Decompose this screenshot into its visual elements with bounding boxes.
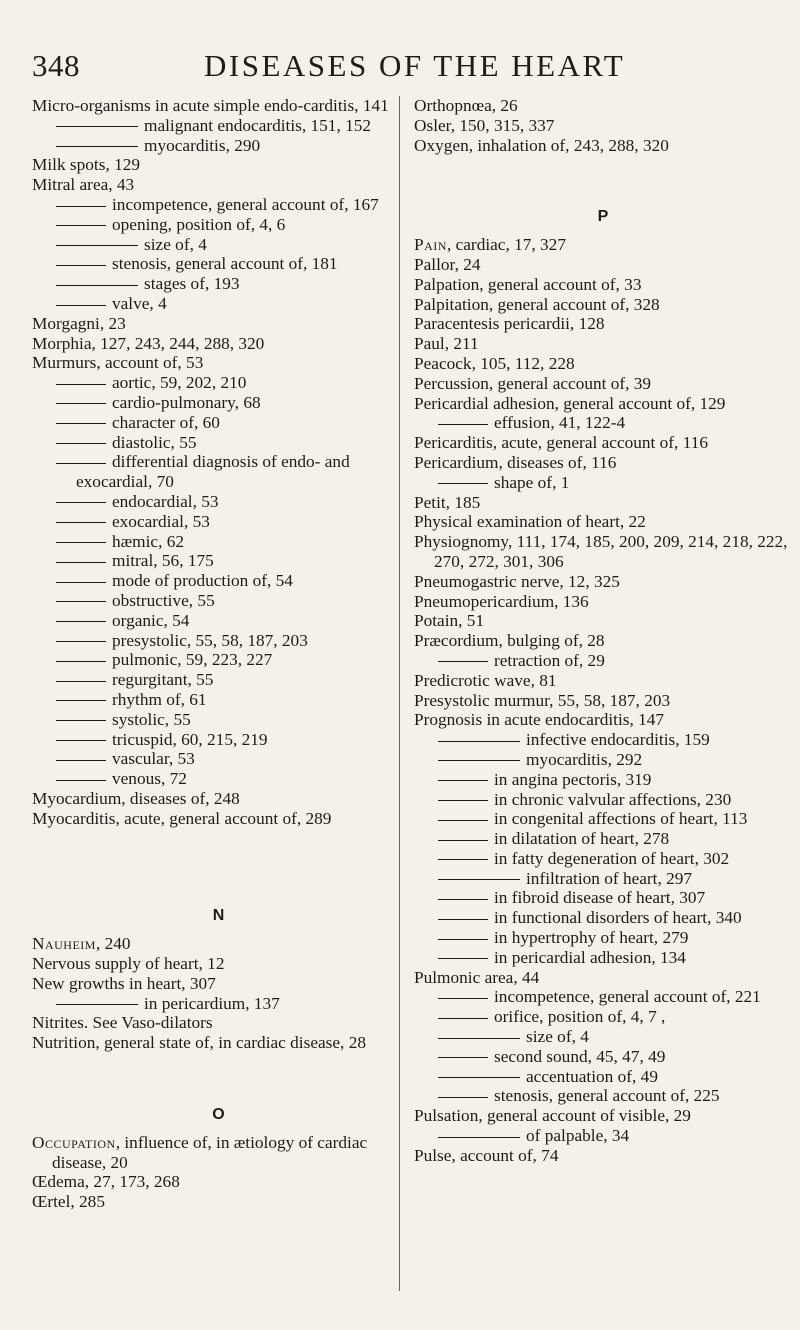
entry-text: orifice, position of, 4, 7 , xyxy=(494,1007,666,1027)
index-entry xyxy=(32,789,405,809)
entry-headword: Occupation xyxy=(32,1132,116,1152)
entry-text: Presystolic murmur, 55, 58, 187, 203 xyxy=(414,690,671,710)
ditto-dash xyxy=(56,206,106,207)
entry-text: Potain, 51 xyxy=(414,611,485,631)
entry-text: Paul, 211 xyxy=(414,334,479,354)
index-column-left xyxy=(32,96,405,1212)
index-subentry xyxy=(414,770,792,790)
entry-text: Peacock, 105, 112, 228 xyxy=(414,353,575,373)
index-entry xyxy=(32,96,405,116)
entry-text: infective endocarditis, 159 xyxy=(526,730,710,750)
entry-text: in congenital affections of heart, 113 xyxy=(494,809,748,829)
section-letter: O xyxy=(212,1106,225,1124)
running-title: DISEASES OF THE HEART xyxy=(204,48,626,83)
entry-text: stenosis, general account of, 225 xyxy=(494,1086,720,1106)
index-entry xyxy=(32,175,405,195)
entry-text: in fibroid disease of heart, 307 xyxy=(494,888,706,908)
entry-text: Præcordium, bulging of, 28 xyxy=(414,631,605,651)
index-subentry xyxy=(32,571,405,591)
ditto-dash xyxy=(56,126,138,127)
entry-text: Nitrites. See Vaso-dilators xyxy=(32,1013,213,1033)
entry-text: Petit, 185 xyxy=(414,492,481,512)
entry-text: accentuation of, 49 xyxy=(526,1066,658,1086)
entry-text: aortic, 59, 202, 210 xyxy=(112,373,247,393)
index-entry xyxy=(32,954,405,974)
index-entry xyxy=(32,1013,405,1033)
entry-text: incompetence, general account of, 167 xyxy=(112,194,379,214)
entry-text: New growths in heart, 307 xyxy=(32,973,216,993)
ditto-dash xyxy=(56,542,106,543)
ditto-dash xyxy=(438,1038,520,1039)
ditto-dash xyxy=(56,700,106,701)
entry-text: venous, 72 xyxy=(112,769,187,789)
index-entry xyxy=(414,611,792,631)
ditto-dash xyxy=(56,1004,138,1005)
ditto-dash xyxy=(56,720,106,721)
index-subentry xyxy=(32,512,405,532)
index-entry xyxy=(414,968,792,988)
entry-text: in functional disorders of heart, 340 xyxy=(494,908,742,928)
entry-text: Osler, 150, 315, 337 xyxy=(414,115,555,135)
entry-text: size of, 4 xyxy=(144,234,207,254)
entry-text: Pericardial adhesion, general account of, 129 xyxy=(414,393,726,413)
index-entry xyxy=(414,631,792,651)
index-entry xyxy=(32,974,405,994)
ditto-dash xyxy=(56,760,106,761)
index-subentry xyxy=(32,994,405,1014)
entry-text: character of, 60 xyxy=(112,412,220,432)
index-subentry xyxy=(414,730,792,750)
ditto-dash xyxy=(56,403,106,404)
entry-text: Predicrotic wave, 81 xyxy=(414,670,557,690)
index-subentry xyxy=(32,413,405,433)
index-entry xyxy=(414,493,792,513)
entry-text: second sound, 45, 47, 49 xyxy=(494,1046,666,1066)
entry-text: Paracentesis pericardii, 128 xyxy=(414,314,605,334)
entry-text: opening, position of, 4, 6 xyxy=(112,214,286,234)
entry-text: in dilatation of heart, 278 xyxy=(494,829,670,849)
ditto-dash xyxy=(56,740,106,741)
ditto-dash xyxy=(438,760,520,761)
page-number: 348 xyxy=(32,48,80,83)
entry-text: regurgitant, 55 xyxy=(112,670,214,690)
index-subentry xyxy=(32,393,405,413)
index-subentry xyxy=(414,948,792,968)
index-subentry xyxy=(414,1086,792,1106)
index-subentry xyxy=(32,452,405,492)
index-subentry xyxy=(414,1126,792,1146)
ditto-dash xyxy=(56,443,106,444)
index-entry xyxy=(414,295,792,315)
section-gap xyxy=(414,155,792,207)
entry-text: Pulsation, general account of visible, 29 xyxy=(414,1106,691,1126)
ditto-dash xyxy=(56,265,106,266)
index-entry xyxy=(414,255,792,275)
entry-headword: Pain xyxy=(414,235,447,255)
index-entry xyxy=(32,1133,405,1173)
index-entry xyxy=(414,1146,792,1166)
entry-text: diastolic, 55 xyxy=(112,432,197,452)
ditto-dash xyxy=(438,1137,520,1138)
ditto-dash xyxy=(438,859,488,860)
index-subentry xyxy=(32,215,405,235)
entry-text: Percussion, general account of, 39 xyxy=(414,373,652,393)
index-entry xyxy=(414,453,792,473)
entry-text: Pneumogastric nerve, 12, 325 xyxy=(414,571,620,591)
index-entry xyxy=(32,1192,405,1212)
index-entry xyxy=(32,314,405,334)
entry-text: valve, 4 xyxy=(112,293,167,313)
entry-text: incompetence, general account of, 221 xyxy=(494,987,761,1007)
index-subentry xyxy=(32,532,405,552)
index-subentry xyxy=(32,235,405,255)
entry-text: Pneumopericardium, 136 xyxy=(414,591,589,611)
entry-text: differential diagnosis of endo- and exocardial, 70 xyxy=(76,452,350,492)
index-subentry xyxy=(414,809,792,829)
index-subentry xyxy=(414,849,792,869)
index-entry xyxy=(414,1106,792,1126)
entry-text: cardio-pulmonary, 68 xyxy=(112,392,261,412)
entry-text: , cardiac, 17, 327 xyxy=(446,235,566,255)
index-entry xyxy=(414,710,792,730)
ditto-dash xyxy=(56,780,106,781)
ditto-dash xyxy=(438,1097,488,1098)
ditto-dash xyxy=(438,998,488,999)
index-entry xyxy=(32,334,405,354)
entry-text: Myocarditis, acute, general account of, 289 xyxy=(32,808,332,828)
index-subentry xyxy=(414,1067,792,1087)
index-entry xyxy=(414,354,792,374)
ditto-dash xyxy=(438,899,488,900)
section-letter: P xyxy=(597,208,609,226)
index-subentry xyxy=(32,690,405,710)
section-gap xyxy=(32,1053,405,1105)
index-subentry xyxy=(32,116,405,136)
section-gap xyxy=(32,828,405,906)
ditto-dash xyxy=(438,958,488,959)
ditto-dash xyxy=(56,305,106,306)
entry-text: size of, 4 xyxy=(526,1027,589,1047)
ditto-dash xyxy=(56,562,106,563)
ditto-dash xyxy=(56,582,106,583)
index-entry xyxy=(414,374,792,394)
index-entry xyxy=(32,155,405,175)
ditto-dash xyxy=(438,1077,520,1078)
ditto-dash xyxy=(438,919,488,920)
index-subentry xyxy=(32,670,405,690)
entry-text: Prognosis in acute endocarditis, 147 xyxy=(414,710,665,730)
entry-text: in chronic valvular affections, 230 xyxy=(494,789,732,809)
entry-text: Œdema, 27, 173, 268 xyxy=(32,1172,180,1192)
entry-text: myocarditis, 290 xyxy=(144,135,261,155)
ditto-dash xyxy=(438,780,488,781)
index-entry xyxy=(414,116,792,136)
index-entry xyxy=(414,592,792,612)
index-subentry xyxy=(414,651,792,671)
section-gap xyxy=(32,1125,405,1133)
entry-text: Palpitation, general account of, 328 xyxy=(414,294,660,314)
entry-text: Physiognomy, 111, 174, 185, 200, 209, 214, 218, 222, 270, 272, 301, 306 xyxy=(414,532,788,571)
index-subentry xyxy=(32,433,405,453)
ditto-dash xyxy=(438,939,488,940)
ditto-dash xyxy=(438,800,488,801)
entry-text: Palpation, general account of, 33 xyxy=(414,274,642,294)
index-subentry xyxy=(32,591,405,611)
index-subentry xyxy=(414,750,792,770)
index-subentry xyxy=(414,869,792,889)
entry-text: Micro-organisms in acute simple endo-carditis, 141 xyxy=(32,96,389,115)
ditto-dash xyxy=(438,1057,488,1058)
index-entry xyxy=(414,671,792,691)
index-subentry xyxy=(414,928,792,948)
entry-text: rhythm of, 61 xyxy=(112,689,207,709)
index-subentry xyxy=(414,413,792,433)
ditto-dash xyxy=(438,483,488,484)
entry-text: in angina pectoris, 319 xyxy=(494,769,652,789)
entry-text: effusion, 41, 122-4 xyxy=(494,413,626,433)
entry-text: Pericardium, diseases of, 116 xyxy=(414,452,617,472)
index-subentry xyxy=(32,650,405,670)
index-subentry xyxy=(32,294,405,314)
entry-text: in pericardial adhesion, 134 xyxy=(494,947,686,967)
ditto-dash xyxy=(56,245,138,246)
index-subentry xyxy=(32,769,405,789)
ditto-dash xyxy=(56,285,138,286)
index-entry xyxy=(414,532,792,572)
ditto-dash xyxy=(438,1018,488,1019)
index-subentry xyxy=(414,987,792,1007)
index-subentry xyxy=(32,710,405,730)
index-subentry xyxy=(32,492,405,512)
index-entry xyxy=(32,353,405,373)
index-subentry xyxy=(32,373,405,393)
entry-text: endocardial, 53 xyxy=(112,491,219,511)
ditto-dash xyxy=(438,661,488,662)
ditto-dash xyxy=(56,621,106,622)
index-subentry xyxy=(32,749,405,769)
index-subentry xyxy=(414,790,792,810)
ditto-dash xyxy=(56,502,106,503)
entry-text: Myocardium, diseases of, 248 xyxy=(32,788,240,808)
index-entry xyxy=(414,572,792,592)
index-entry xyxy=(414,136,792,156)
index-subentry xyxy=(32,136,405,156)
index-entry xyxy=(414,691,792,711)
entry-text: systolic, 55 xyxy=(112,709,191,729)
entry-text: Pulmonic area, 44 xyxy=(414,967,540,987)
ditto-dash xyxy=(56,522,106,523)
index-entry xyxy=(32,1172,405,1192)
entry-text: Physical examination of heart, 22 xyxy=(414,512,646,532)
entry-headword: Nauheim xyxy=(32,934,96,954)
page-header xyxy=(32,48,792,88)
entry-text: Nervous supply of heart, 12 xyxy=(32,954,225,974)
index-entry xyxy=(32,934,405,954)
column-divider xyxy=(399,96,400,1291)
index-subentry xyxy=(32,254,405,274)
entry-text: Pulse, account of, 74 xyxy=(414,1145,559,1165)
entry-text: Murmurs, account of, 53 xyxy=(32,353,204,373)
ditto-dash xyxy=(438,820,488,821)
index-entry xyxy=(414,275,792,295)
index-entry xyxy=(414,235,792,255)
entry-text: Morgagni, 23 xyxy=(32,313,126,333)
entry-text: mode of production of, 54 xyxy=(112,571,293,591)
entry-text: vascular, 53 xyxy=(112,749,195,769)
index-subentry xyxy=(414,1047,792,1067)
index-subentry xyxy=(32,551,405,571)
entry-text: exocardial, 53 xyxy=(112,511,210,531)
index-subentry xyxy=(414,473,792,493)
entry-text: Mitral area, 43 xyxy=(32,175,135,195)
entry-text: stages of, 193 xyxy=(144,274,240,294)
entry-text: hæmic, 62 xyxy=(112,531,185,551)
entry-text: pulmonic, 59, 223, 227 xyxy=(112,650,273,670)
ditto-dash xyxy=(56,225,106,226)
index-subentry xyxy=(414,1007,792,1027)
index-subentry xyxy=(414,1027,792,1047)
section-letter: N xyxy=(212,907,225,925)
ditto-dash xyxy=(438,741,520,742)
section-gap xyxy=(414,227,792,235)
entry-text: of palpable, 34 xyxy=(526,1126,630,1146)
entry-text: Orthopnœa, 26 xyxy=(414,96,518,115)
index-subentry xyxy=(414,908,792,928)
entry-text: in hypertrophy of heart, 279 xyxy=(494,928,689,948)
entry-text: , influence of, in ætiology of cardiac disease, 20 xyxy=(52,1132,368,1172)
index-subentry xyxy=(32,195,405,215)
entry-text: malignant endocarditis, 151, 152 xyxy=(144,115,372,135)
entry-text: infiltration of heart, 297 xyxy=(526,868,693,888)
entry-text: presystolic, 55, 58, 187, 203 xyxy=(112,630,308,650)
index-subentry xyxy=(32,730,405,750)
ditto-dash xyxy=(56,423,106,424)
index-entry xyxy=(414,394,792,414)
entry-text: Pallor, 24 xyxy=(414,254,481,274)
entry-text: tricuspid, 60, 215, 219 xyxy=(112,729,268,749)
entry-text: Morphia, 127, 243, 244, 288, 320 xyxy=(32,333,265,353)
index-entry xyxy=(414,334,792,354)
index-entry xyxy=(414,512,792,532)
index-entry xyxy=(32,1033,405,1053)
entry-text: shape of, 1 xyxy=(494,472,570,492)
ditto-dash xyxy=(438,879,520,880)
index-subentry xyxy=(414,829,792,849)
entry-text: Œrtel, 285 xyxy=(32,1192,105,1212)
index-entry xyxy=(414,433,792,453)
ditto-dash xyxy=(56,661,106,662)
entry-text: stenosis, general account of, 181 xyxy=(112,254,338,274)
entry-text: , 240 xyxy=(95,934,131,954)
ditto-dash xyxy=(56,384,106,385)
index-subentry xyxy=(414,888,792,908)
index-entry xyxy=(32,809,405,829)
ditto-dash xyxy=(56,463,106,464)
entry-text: obstructive, 55 xyxy=(112,590,215,610)
entry-text: organic, 54 xyxy=(112,610,190,630)
ditto-dash xyxy=(56,601,106,602)
index-entry xyxy=(414,314,792,334)
index-subentry xyxy=(32,631,405,651)
ditto-dash xyxy=(56,146,138,147)
index-subentry xyxy=(32,611,405,631)
entry-text: Pericarditis, acute, general account of, 116 xyxy=(414,433,708,453)
entry-text: myocarditis, 292 xyxy=(526,749,643,769)
entry-text: Nutrition, general state of, in cardiac disease, 28 xyxy=(32,1033,366,1053)
entry-text: in pericardium, 137 xyxy=(144,993,280,1013)
ditto-dash xyxy=(56,641,106,642)
ditto-dash xyxy=(56,681,106,682)
index-subentry xyxy=(32,274,405,294)
entry-text: retraction of, 29 xyxy=(494,650,605,670)
section-gap xyxy=(32,926,405,934)
index-entry xyxy=(414,96,792,116)
entry-text: in fatty degeneration of heart, 302 xyxy=(494,848,730,868)
ditto-dash xyxy=(438,840,488,841)
ditto-dash xyxy=(438,424,488,425)
entry-text: Milk spots, 129 xyxy=(32,155,141,175)
index-column-right xyxy=(414,96,792,1166)
entry-text: Oxygen, inhalation of, 243, 288, 320 xyxy=(414,135,669,155)
entry-text: mitral, 56, 175 xyxy=(112,551,214,571)
